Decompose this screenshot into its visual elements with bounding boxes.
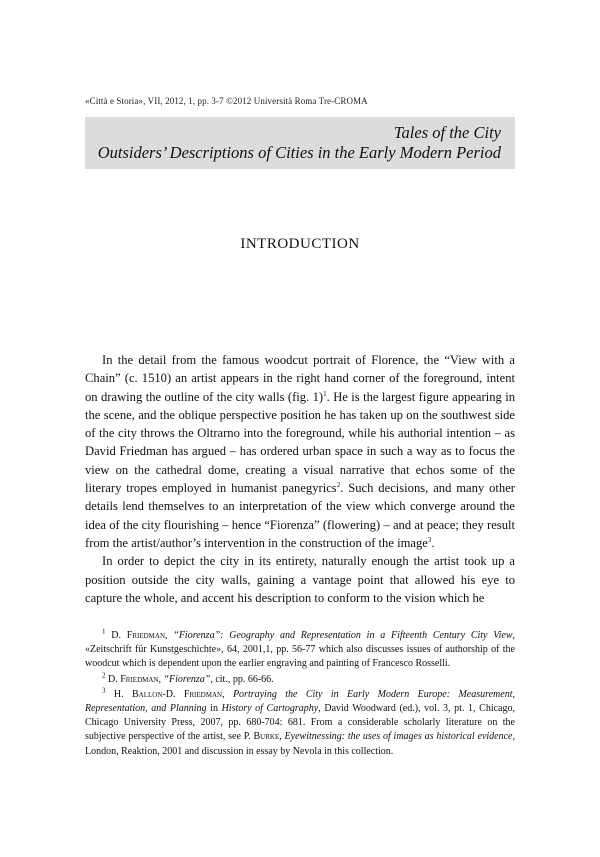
footnote-2-sep: , [158,673,164,685]
body-text [85,351,515,607]
footnote-1-author: Friedman [126,630,165,641]
paragraph-1-part-4: . [431,535,435,550]
footnote-1-number: 1 [102,627,106,636]
footnote-1-sep: , [165,630,174,641]
footnote-2-author: Friedman [120,673,159,685]
footnote-3-in: in [206,703,222,715]
footnote-3-title-2: History of Cartography [221,703,319,715]
title-line-2: Outsiders’ Descriptions of Cities in the Early Modern Period [97,143,501,162]
title-line-1: Tales of the City [393,123,501,142]
footnote-3-text-1: , David Woodward (ed.), vol. 3, pt. 1, Chicago, Chicago University Press, 2007, pp. 680-704: 681. From a considerable scholarly literature on the subjective perspective of the artist, see P. [85,703,515,743]
footnote-3-sep: , [222,688,233,700]
footnotes [85,629,515,760]
footnote-3-author-1: Ballon [132,688,163,700]
footnote-ref-2: 2 [336,480,341,489]
footnote-2-number: 2 [102,671,106,680]
paragraph-2: In order to depict the city in its entirety, naturally enough the artist took up a position outside the city walls, gaining a vantage point that allowed his eye to capture the whole, and accent his description to conform to the vision which he [85,554,515,605]
footnote-3-author-2: Friedman [183,688,223,700]
footnote-2-title: “Fiorenza” [163,673,211,685]
section-heading: INTRODUCTION [240,236,360,252]
footnote-2-initial: D. [108,673,121,685]
footnote-3-sep-2: , [279,731,285,743]
title-band [85,117,515,169]
footnote-3-number: 3 [102,686,106,695]
footnote-3-text-2: , London, Reaktion, 2001 and discussion in essay by Nevola in this collection. [85,731,515,757]
footnote-3-initial-2: -D. [162,688,184,700]
footnote-1 [85,629,515,672]
footnote-2-text: , cit., pp. 66-66. [210,673,274,685]
footnote-ref-3: 3 [427,535,432,544]
footnote-1-text: , «Zeitschrift für Kunstgeschichte», 64, 2001,1, pp. 56-77 which also discusses issues of authorship of the woodcut which is dependent upon the earlier engraving and painting of Francesco Rosselli. [85,630,515,670]
journal-header: «Città e Storia», VII, 2012, 1, pp. 3-7 ©2012 Università Roma Tre-CROMA [85,96,368,106]
footnote-1-title: “Fiorenza”: Geography and Representation in a Fifteenth Century City View [173,630,513,641]
footnote-3-author-3: Burke [253,731,280,743]
paragraph-1-part-1: In the detail from the famous woodcut portrait of Florence, the “View with a Chain” (c. 1510) an artist appears in the right hand corner of the foreground, intent on drawing the outline of the city walls (fig. 1) [85,353,515,404]
paragraph-1-part-3: . Such decisions, and many other details lend themselves to an interpretation of the view which converge around the idea of the city flourishing – hence “Fiorenza” (flowering) – and at peace; they result from the artist/author’s intervention in the construction of the image [85,481,515,550]
footnote-3-initial: H. [113,688,132,700]
footnote-ref-1: 1 [323,389,327,398]
footnote-2 [85,673,515,687]
paragraph-1-part-2: . He is the largest figure appearing in the scene, and the oblique perspective position he has taken up on the southwest side of the city throws the Oltrarno into the foreground, while his authorial intention – as David Friedman has argued – has ordered urban space in such a way as to focus the view on the cathedral dome, creating a visual narrative that echos some of the literary tropes employed in humanist panegyrics [85,389,515,496]
footnote-3-title-3: Eyewitnessing: the uses of images as historical evidence [284,731,513,743]
paragraph-1 [85,351,515,552]
footnote-3-title-1: Portraying the City in Early Modern Europe: Measurement, Representation, and Planning [85,688,515,715]
footnote-3 [85,688,515,759]
footnote-1-initial: D. [111,630,127,641]
